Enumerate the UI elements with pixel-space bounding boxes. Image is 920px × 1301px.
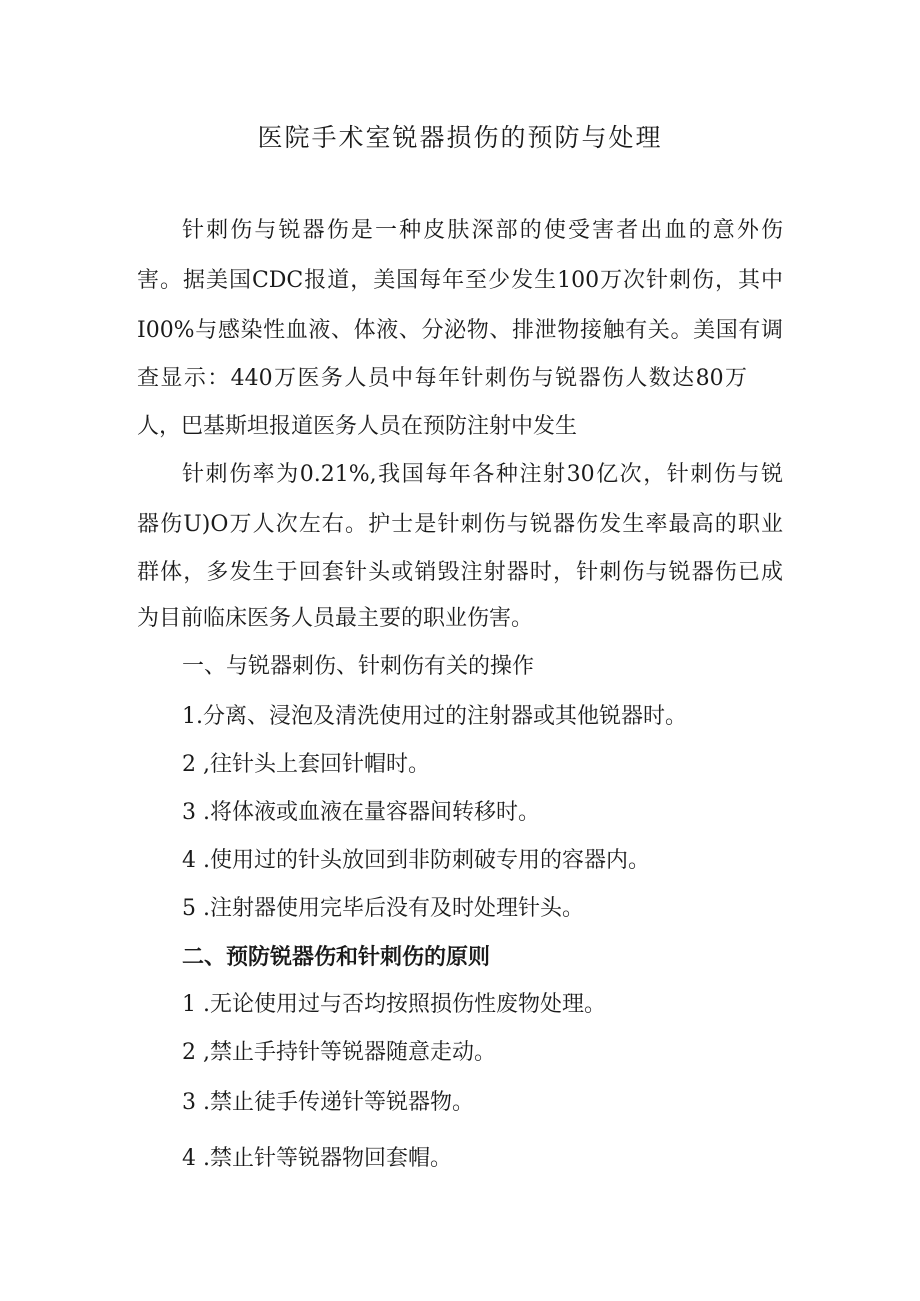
paragraph-1-line-2: 害。据美国CDC报道，美国每年至少发生100万次针刺伤，其中 — [137, 268, 783, 293]
section-2-item-4: 4 .禁止针等锐器物回套帽。 — [182, 1146, 452, 1171]
section-1-item-3: 3 .将体液或血液在量容器间转移时。 — [182, 800, 540, 825]
section-2-item-1: 1 .无论使用过与否均按照损伤性废物处理。 — [182, 992, 606, 1017]
paragraph-2-line-4: 为目前临床医务人员最主要的职业伤害。 — [137, 606, 534, 631]
section-1-item-4: 4 .使用过的针头放回到非防刺破专用的容器内。 — [182, 848, 650, 873]
section-1-item-2: 2 ,往针头上套回针帽时。 — [182, 752, 430, 777]
section-1-item-5: 5 .注射器使用完毕后没有及时处理针头。 — [182, 896, 584, 921]
paragraph-1-line-1: 针刺伤与锐器伤是一种皮肤深部的使受害者出血的意外伤 — [182, 218, 783, 243]
paragraph-2-line-1: 针刺伤率为0.21%,我国每年各种注射30亿次，针刺伤与锐 — [182, 462, 783, 487]
paragraph-2-line-3: 群体，多发生于回套针头或销毁注射器时，针刺伤与锐器伤已成 — [137, 560, 783, 585]
section-2-item-2: 2 ,禁止手持针等锐器随意走动。 — [182, 1040, 496, 1065]
section-1-item-1: 1.分离、浸泡及清洗使用过的注射器或其他锐器时。 — [182, 704, 687, 729]
paragraph-1-line-4: 查显示：440万医务人员中每年针刺伤与锐器伤人数达80万 — [137, 366, 747, 391]
section-1-heading: 一、与锐器刺伤、针刺伤有关的操作 — [182, 654, 535, 679]
paragraph-1-line-5: 人，巴基斯坦报道医务人员在预防注射中发生 — [137, 414, 578, 439]
section-2-heading: 二、预防锐器伤和针刺伤的原则 — [182, 944, 491, 970]
paragraph-2-line-2: 器伤U)O万人次左右。护士是针刺伤与锐器伤发生率最高的职业 — [137, 512, 783, 537]
paragraph-1-line-3: I00%与感染性血液、体液、分泌物、排泄物接触有关。美国有调 — [137, 318, 783, 343]
section-2-item-3: 3 .禁止徒手传递针等锐器物。 — [182, 1090, 474, 1115]
document-title: 医院手术室锐器损伤的预防与处理 — [257, 123, 663, 152]
